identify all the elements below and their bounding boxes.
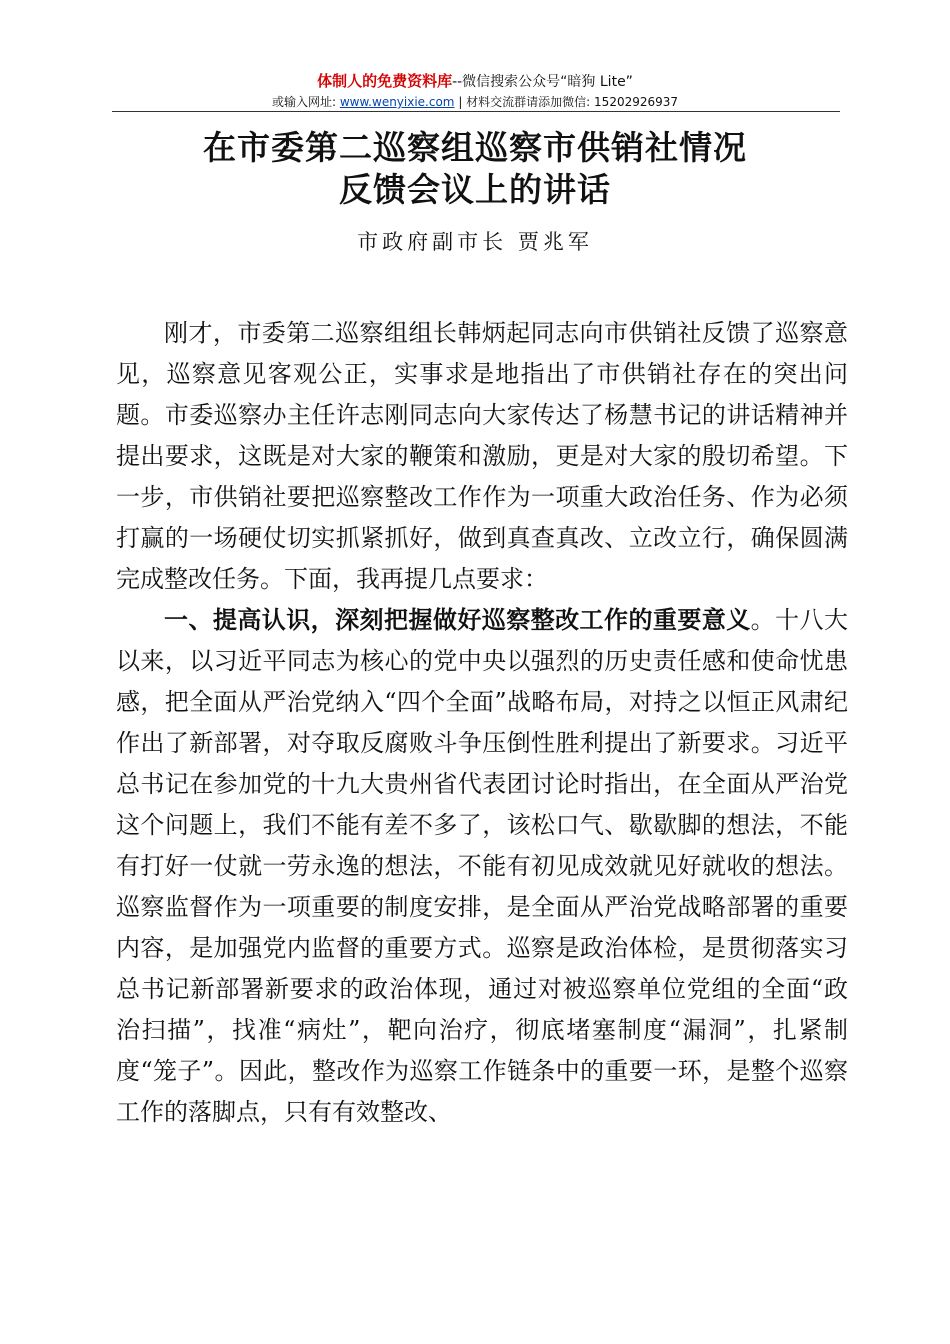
doc-title-line2: 反馈会议上的讲话 (339, 170, 611, 209)
section1-text: 。十八大以来，以习近平同志为核心的党中央以强烈的历史责任感和使命忧患感，把全面从严治党纳入“四个全面”战略布局，对持之以恒正风肃纪作出了新部署，对夺取反腐败斗争压倒性胜利提出了新要求。习近平总书记在参加党的十九大贵州省代表团讨论时指出，在全面从严治党这个问题上，我们不能有差不多了，该松口气、歇歇脚的想法，不能有打好一仗就一劳永逸的想法，不能有初见成效就见好就收的想法。巡察监督作为一项重要的制度安排，是全面从严治党战略部署的重要内容，是加强党内监督的重要方式。巡察是政治体检，是贯彻落实习总书记新部署新要求的政治体现，通过对被巡察单位党组的全面“政治扫描”，找准“病灶”，靶向治疗，彻底堵塞制度“漏洞”，扎紧制度“笼子”。因此，整改作为巡察工作链条中的重要一环，是整个巡察工作的落脚点，只有有效整改、 (116, 606, 849, 1126)
header-divider (112, 111, 840, 112)
site-banner (0, 70, 950, 91)
doc-body (116, 313, 848, 1133)
doc-author: 市政府副市长 贾兆军 (357, 230, 593, 254)
paragraph-intro: 刚才，市委第二巡察组组长韩炳起同志向市供销社反馈了巡察意见，巡察意见客观公正，实事求是地指出了市供销社存在的突出问题。市委巡察办主任许志刚同志向大家传达了杨慧书记的讲话精神并提出要求，这既是对大家的鞭策和激励，更是对大家的殷切希望。下一步，市供销社要把巡察整改工作作为一项重大政治任务、作为必须打赢的一场硬仗切实抓紧抓好，做到真查真改、立改立行，确保圆满完成整改任务。下面，我再提几点要求： (116, 319, 848, 593)
banner-contact-text: | 材料交流群请添加微信: 15202926937 (458, 95, 679, 109)
banner-url-prefix: 或输入网址: (271, 95, 337, 109)
site-banner-contact (0, 93, 950, 110)
banner-brand: 体制人的免费资料库 (317, 72, 453, 90)
doc-title-line1: 在市委第二巡察组巡察市供销社情况 (203, 128, 747, 167)
banner-url-link[interactable]: www.wenyixie.com (339, 95, 455, 109)
section1-heading: 一、提高认识，深刻把握做好巡察整改工作的重要意义 (164, 606, 751, 634)
paragraph-section1 (116, 600, 848, 1133)
banner-tagline: --微信搜索公众号“暗狗 Lite” (452, 74, 633, 90)
